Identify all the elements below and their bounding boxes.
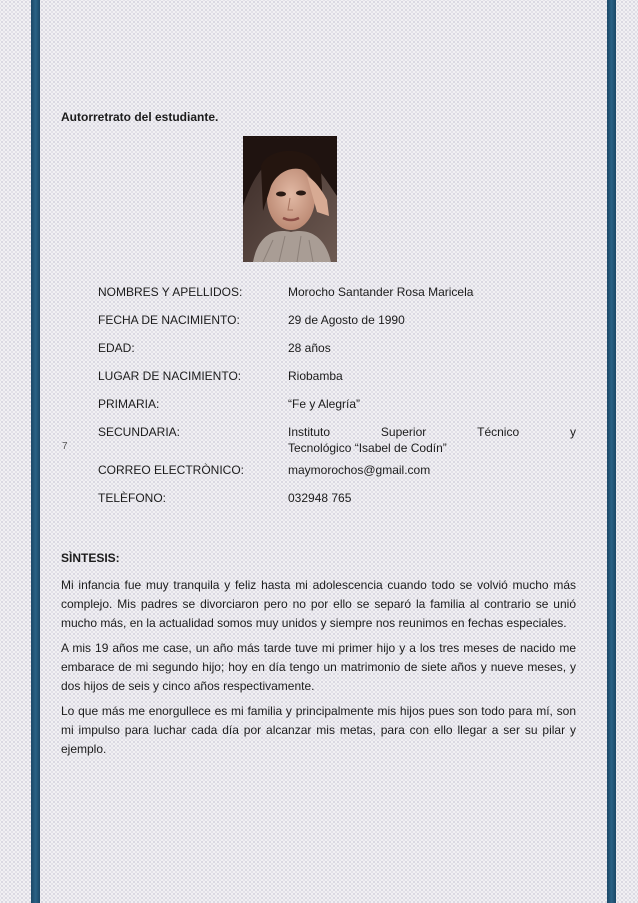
info-label: TELÈFONO: <box>98 491 167 505</box>
info-row-email <box>98 462 576 490</box>
info-value: Riobamba <box>288 369 343 383</box>
student-info-table <box>98 284 576 518</box>
info-value: maymorochos@gmail.com <box>288 463 431 477</box>
synthesis-paragraph: A mis 19 años me case, un año más tarde tuve mi primer hijo y a los tres meses de nacido me embarace de mi segundo hijo; hoy en día tengo un matrimonio de siete años y nueve meses, y dos hijos de seis y cinco años respectivamente. <box>61 641 576 693</box>
info-value-word: Técnico <box>477 425 520 439</box>
info-row-birthplace <box>98 368 576 396</box>
info-value-word: Superior <box>380 425 427 439</box>
info-value: Morocho Santander Rosa Maricela <box>288 285 474 299</box>
student-photo <box>243 136 337 262</box>
info-label: CORREO ELECTRÒNICO: <box>98 463 245 477</box>
stray-mark: 7 <box>62 441 68 452</box>
page-border-right <box>607 0 616 903</box>
info-label: EDAD: <box>98 341 135 355</box>
info-value-word: Instituto <box>288 425 331 439</box>
info-value: 28 años <box>288 341 331 355</box>
info-value <box>288 424 576 456</box>
info-value-line: Tecnológico “Isabel de Codín” <box>288 441 447 455</box>
page-border-left <box>31 0 40 903</box>
info-value: “Fe y Alegría” <box>288 397 361 411</box>
info-value: 032948 765 <box>288 491 352 505</box>
info-label: FECHA DE NACIMIENTO: <box>98 313 240 327</box>
info-row-name <box>98 284 576 312</box>
info-label: NOMBRES Y APELLIDOS: <box>98 285 243 299</box>
info-value-word: y <box>570 425 576 439</box>
info-row-secondary-school <box>98 424 576 462</box>
info-label: SECUNDARIA: <box>98 425 181 439</box>
info-label: PRIMARIA: <box>98 397 160 411</box>
synthesis-body <box>61 576 576 765</box>
synthesis-title: SÌNTESIS: <box>61 551 120 565</box>
info-value: 29 de Agosto de 1990 <box>288 313 405 327</box>
synthesis-paragraph: Mi infancia fue muy tranquila y feliz hasta mi adolescencia cuando todo se volvió mucho más complejo. Mis padres se divorciaron pero no por ello se separó la familia al contrario se unió mucho más, en la actualidad somos muy unidos y siempre nos reunimos en fechas especiales. <box>61 578 576 630</box>
info-row-age <box>98 340 576 368</box>
info-row-birthdate <box>98 312 576 340</box>
info-row-primary-school <box>98 396 576 424</box>
page-heading: Autorretrato del estudiante. <box>61 110 219 124</box>
info-row-phone <box>98 490 576 518</box>
info-value-line <box>288 424 576 440</box>
synthesis-paragraph: Lo que más me enorgullece es mi familia y principalmente mis hijos pues son todo para mí, son mi impulso para luchar cada día por alcanzar mis metas, para con ello llegar a ser su pilar y ejemplo. <box>61 704 576 756</box>
info-label: LUGAR DE NACIMIENTO: <box>98 369 242 383</box>
